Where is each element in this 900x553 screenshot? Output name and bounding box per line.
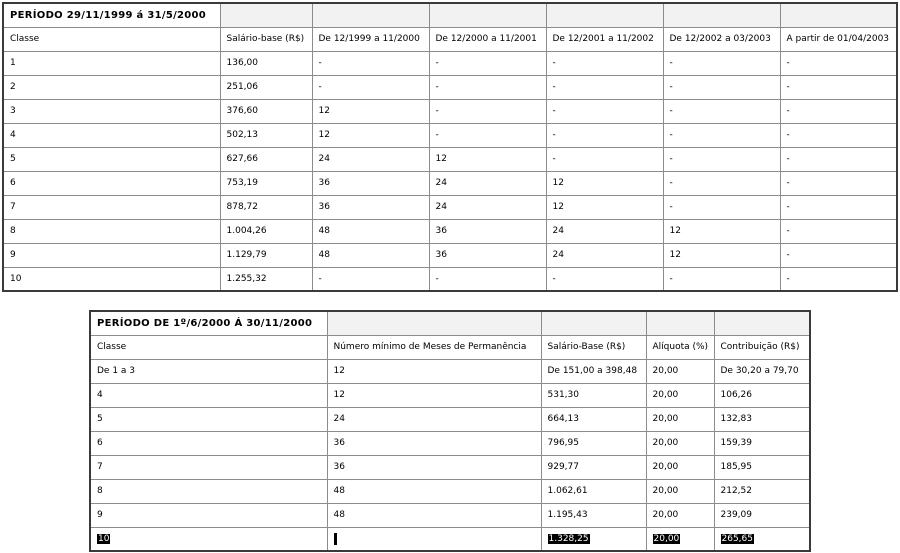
column-header: Salário-Base (R$) <box>541 335 646 359</box>
table-cell[interactable]: 48 <box>312 219 429 243</box>
table-row[interactable] <box>90 527 810 551</box>
table-cell[interactable]: 12 <box>312 99 429 123</box>
table-cell[interactable]: - <box>663 147 780 171</box>
table-cell[interactable]: - <box>663 267 780 291</box>
table-cell[interactable]: - <box>663 99 780 123</box>
table-row[interactable] <box>3 219 897 243</box>
table-cell[interactable]: 251,06 <box>220 75 312 99</box>
table-cell[interactable]: 12 <box>546 195 663 219</box>
table-cell[interactable]: 48 <box>327 503 541 527</box>
table-cell[interactable]: 1.004,26 <box>220 219 312 243</box>
column-header: Número mínimo de Meses de Permanência <box>327 335 541 359</box>
table-cell[interactable]: - <box>663 75 780 99</box>
table-cell[interactable]: - <box>546 99 663 123</box>
table-cell[interactable]: 6 <box>3 171 220 195</box>
table-cell[interactable]: 7 <box>3 195 220 219</box>
table-cell[interactable]: - <box>546 123 663 147</box>
table-cell[interactable]: - <box>429 99 546 123</box>
contribution-table-2000 <box>89 310 811 552</box>
table-cell[interactable]: 20,00 <box>646 431 714 455</box>
table-cell[interactable]: 20,00 <box>646 503 714 527</box>
table-cell[interactable]: 185,95 <box>714 455 810 479</box>
header-blank-cell <box>646 311 714 335</box>
table-row[interactable] <box>3 99 897 123</box>
table-cell[interactable] <box>714 527 810 551</box>
table-row[interactable] <box>3 171 897 195</box>
text-cursor <box>334 533 337 545</box>
table-cell[interactable]: - <box>780 267 897 291</box>
table-cell[interactable]: - <box>780 195 897 219</box>
contribution-table-1999-2000 <box>2 2 898 292</box>
table-cell[interactable]: - <box>429 75 546 99</box>
header-blank-cell <box>780 3 897 27</box>
table-row[interactable] <box>90 407 810 431</box>
table-row[interactable] <box>3 267 897 291</box>
table-row[interactable] <box>3 51 897 75</box>
table-cell[interactable]: - <box>312 51 429 75</box>
table-cell[interactable]: 929,77 <box>541 455 646 479</box>
table-cell[interactable] <box>90 527 327 551</box>
header-blank-cell <box>714 311 810 335</box>
selected-text: 1.328,25 <box>548 533 589 544</box>
table-cell[interactable]: - <box>780 51 897 75</box>
header-blank-cell <box>546 3 663 27</box>
table-cell[interactable]: - <box>312 75 429 99</box>
table-row[interactable] <box>3 243 897 267</box>
table-cell[interactable]: 502,13 <box>220 123 312 147</box>
table-cell[interactable]: 6 <box>90 431 327 455</box>
table-cell[interactable]: 106,26 <box>714 383 810 407</box>
table-row[interactable] <box>3 75 897 99</box>
column-header-row <box>90 335 810 359</box>
table-cell[interactable]: 7 <box>90 455 327 479</box>
table-cell[interactable]: 132,83 <box>714 407 810 431</box>
table-cell[interactable]: 24 <box>327 407 541 431</box>
table-cell[interactable] <box>646 527 714 551</box>
column-header: Alíquota (%) <box>646 335 714 359</box>
table-cell[interactable]: 664,13 <box>541 407 646 431</box>
table-cell[interactable]: 4 <box>90 383 327 407</box>
table-cell[interactable]: 10 <box>3 267 220 291</box>
table-cell[interactable]: 20,00 <box>646 407 714 431</box>
table-cell[interactable]: 9 <box>90 503 327 527</box>
column-header: Contribuição (R$) <box>714 335 810 359</box>
table-cell[interactable]: 796,95 <box>541 431 646 455</box>
table-cell[interactable]: 1 <box>3 51 220 75</box>
title-row <box>90 311 810 335</box>
table-cell[interactable]: - <box>429 123 546 147</box>
column-header: De 12/1999 a 11/2000 <box>312 27 429 51</box>
table-cell[interactable]: 531,30 <box>541 383 646 407</box>
table-cell[interactable]: - <box>780 75 897 99</box>
table-cell[interactable]: 753,19 <box>220 171 312 195</box>
table-cell[interactable]: 12 <box>429 147 546 171</box>
table-cell[interactable]: 8 <box>3 219 220 243</box>
title-row <box>3 3 897 27</box>
header-blank-cell <box>327 311 541 335</box>
table-cell[interactable]: - <box>546 267 663 291</box>
table-cell[interactable]: 1.062,61 <box>541 479 646 503</box>
table-cell[interactable]: - <box>780 99 897 123</box>
table-row[interactable] <box>90 383 810 407</box>
header-blank-cell <box>220 3 312 27</box>
table-cell[interactable]: 239,09 <box>714 503 810 527</box>
table-cell[interactable]: 3 <box>3 99 220 123</box>
table-cell[interactable]: - <box>429 51 546 75</box>
table-cell[interactable]: 12 <box>312 123 429 147</box>
table-row[interactable] <box>90 455 810 479</box>
table-cell[interactable]: 36 <box>312 195 429 219</box>
table-cell[interactable]: - <box>780 147 897 171</box>
table-cell[interactable]: 24 <box>312 147 429 171</box>
table-cell[interactable]: 20,00 <box>646 455 714 479</box>
column-header: De 12/2000 a 11/2001 <box>429 27 546 51</box>
table-cell[interactable]: 136,00 <box>220 51 312 75</box>
table-cell[interactable]: - <box>546 147 663 171</box>
column-header: Salário-base (R$) <box>220 27 312 51</box>
table-row[interactable] <box>90 359 810 383</box>
selected-text: 20,00 <box>653 533 680 544</box>
table-cell[interactable]: - <box>312 267 429 291</box>
table-cell[interactable]: 1.195,43 <box>541 503 646 527</box>
column-header: Classe <box>90 335 327 359</box>
table-cell[interactable]: 36 <box>429 243 546 267</box>
header-blank-cell <box>312 3 429 27</box>
table-title: PERÍODO 29/11/1999 á 31/5/2000 <box>3 3 220 27</box>
table-cell[interactable]: 12 <box>327 383 541 407</box>
table-cell[interactable] <box>327 527 541 551</box>
table-cell[interactable]: 4 <box>3 123 220 147</box>
table-row[interactable] <box>3 195 897 219</box>
table-cell[interactable]: 24 <box>429 195 546 219</box>
table-cell[interactable]: 36 <box>327 455 541 479</box>
table-cell[interactable]: 36 <box>312 171 429 195</box>
table-row[interactable] <box>90 503 810 527</box>
table-cell[interactable]: 12 <box>546 171 663 195</box>
table-cell[interactable]: 12 <box>663 243 780 267</box>
column-header-row <box>3 27 897 51</box>
table-cell[interactable]: - <box>663 123 780 147</box>
table-cell[interactable]: 5 <box>90 407 327 431</box>
table-cell[interactable]: - <box>546 75 663 99</box>
table-cell[interactable]: 24 <box>429 171 546 195</box>
table-cell[interactable]: 12 <box>663 219 780 243</box>
table-cell[interactable]: 48 <box>312 243 429 267</box>
table-cell[interactable]: - <box>780 123 897 147</box>
table-cell[interactable]: De 30,20 a 79,70 <box>714 359 810 383</box>
column-header: De 12/2001 a 11/2002 <box>546 27 663 51</box>
table-cell[interactable]: 36 <box>429 219 546 243</box>
table-cell[interactable]: De 151,00 a 398,48 <box>541 359 646 383</box>
table-row[interactable] <box>90 431 810 455</box>
table-cell[interactable]: 1.129,79 <box>220 243 312 267</box>
table-cell[interactable]: - <box>429 267 546 291</box>
table-cell[interactable]: 48 <box>327 479 541 503</box>
column-header: De 12/2002 a 03/2003 <box>663 27 780 51</box>
table-cell[interactable]: 24 <box>546 219 663 243</box>
table-cell[interactable]: - <box>780 219 897 243</box>
header-blank-cell <box>429 3 546 27</box>
table-cell[interactable]: 12 <box>327 359 541 383</box>
table-cell[interactable]: - <box>663 171 780 195</box>
table-cell[interactable]: 5 <box>3 147 220 171</box>
table-cell[interactable]: - <box>663 51 780 75</box>
header-blank-cell <box>663 3 780 27</box>
table-cell[interactable]: 212,52 <box>714 479 810 503</box>
table-cell[interactable]: 1.255,32 <box>220 267 312 291</box>
table-cell[interactable]: 20,00 <box>646 383 714 407</box>
table-cell[interactable]: 2 <box>3 75 220 99</box>
table-row[interactable] <box>3 123 897 147</box>
table-cell[interactable]: 878,72 <box>220 195 312 219</box>
table-cell[interactable]: - <box>780 243 897 267</box>
table-cell[interactable]: De 1 a 3 <box>90 359 327 383</box>
table-cell[interactable]: - <box>546 51 663 75</box>
table-cell[interactable]: - <box>780 171 897 195</box>
selected-text: 10 <box>98 533 110 544</box>
column-header: A partir de 01/04/2003 <box>780 27 897 51</box>
table-cell[interactable]: 36 <box>327 431 541 455</box>
table-cell[interactable]: 20,00 <box>646 359 714 383</box>
table-cell[interactable]: 376,60 <box>220 99 312 123</box>
table-cell[interactable] <box>541 527 646 551</box>
table-cell[interactable]: 9 <box>3 243 220 267</box>
table-cell[interactable]: 24 <box>546 243 663 267</box>
table-row[interactable] <box>3 147 897 171</box>
selected-text: 265,65 <box>721 533 753 544</box>
table-cell[interactable]: 627,66 <box>220 147 312 171</box>
column-header: Classe <box>3 27 220 51</box>
header-blank-cell <box>541 311 646 335</box>
table-row[interactable] <box>90 479 810 503</box>
table-cell[interactable]: 20,00 <box>646 479 714 503</box>
table-cell[interactable]: 159,39 <box>714 431 810 455</box>
table-cell[interactable]: - <box>663 195 780 219</box>
table-title: PERÍODO DE 1º/6/2000 Á 30/11/2000 <box>90 311 327 335</box>
table-cell[interactable]: 8 <box>90 479 327 503</box>
